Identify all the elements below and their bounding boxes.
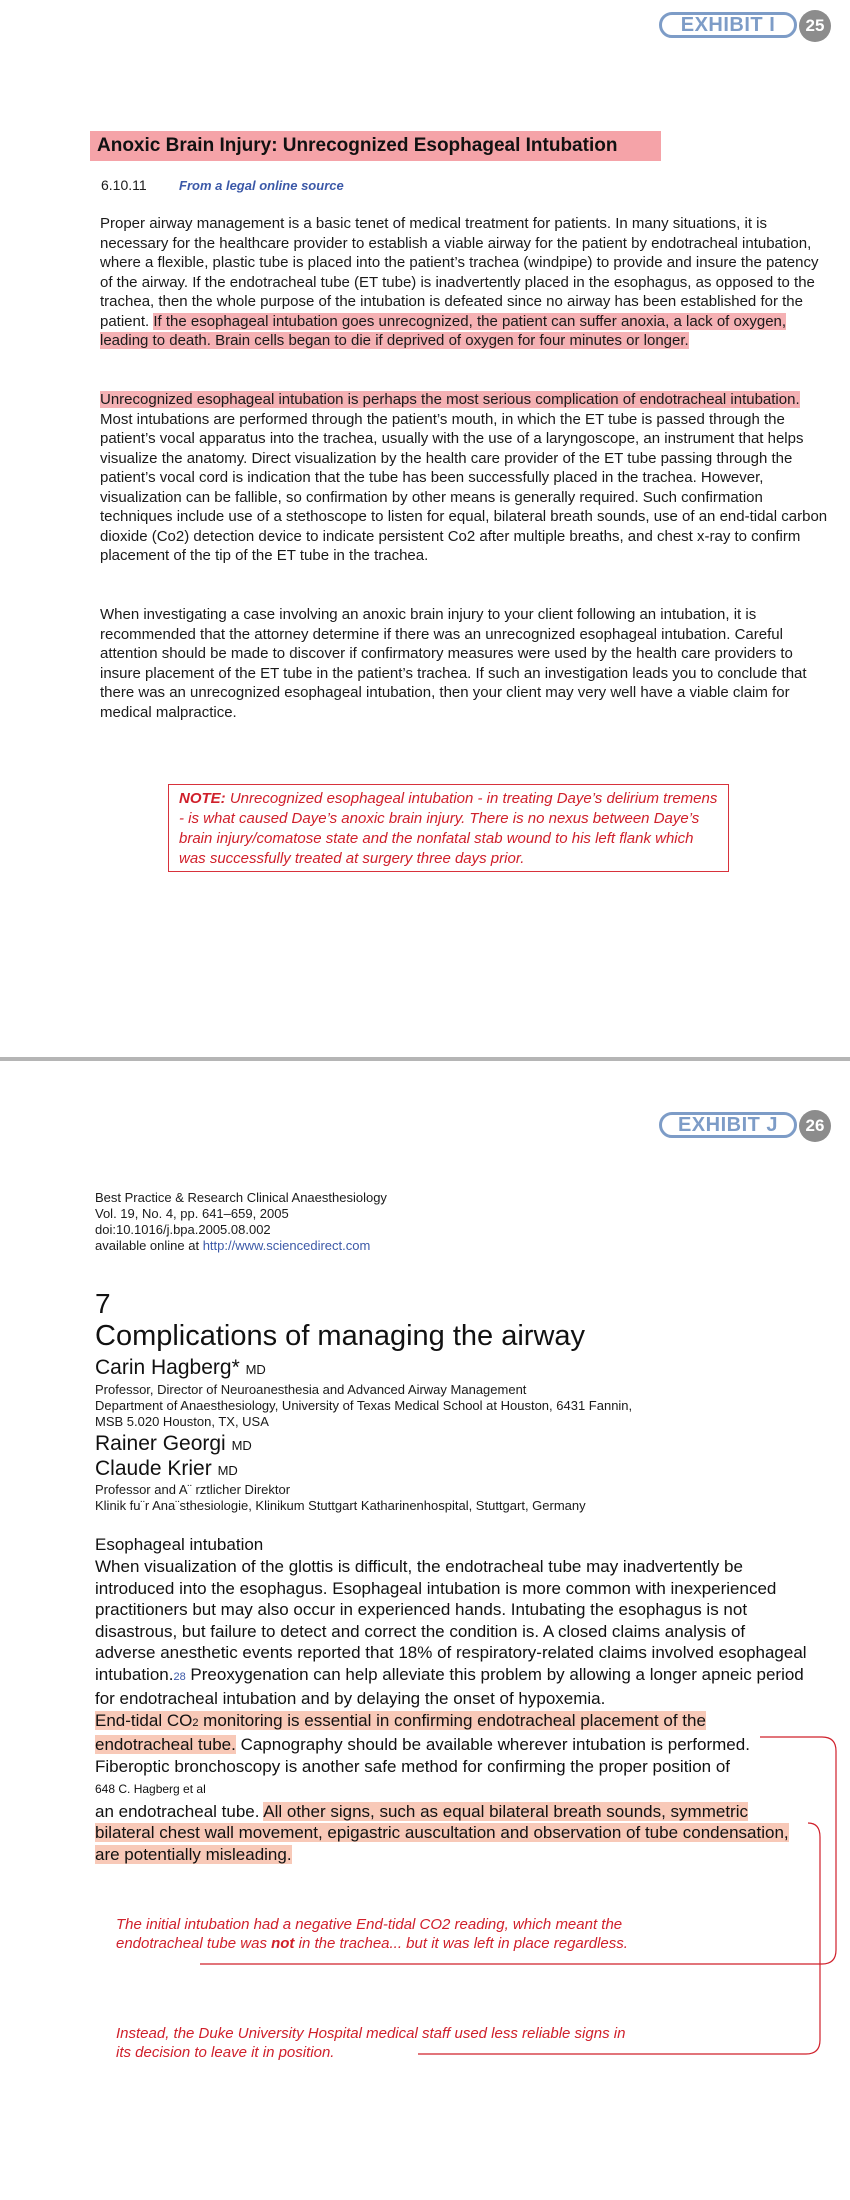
- article-paragraph-3: When investigating a case involving an anoxic brain injury to your client following an intubation, it is recommended that the attorney determine if there was an unrecognized esophageal intubation. Careful attention should be made to discover if confirmatory measures were used by the health care providers to insure placement of the ET tube in the patient’s trachea. If such an investigation leads you to conclude that there was an unrecognized esophageal intubation, then your client may very well have a viable claim for medical malpractice.: [100, 606, 807, 721]
- article-title: Anoxic Brain Injury: Unrecognized Esophageal Intubation: [90, 131, 661, 161]
- signs-bracket: [418, 1823, 820, 2054]
- sciencedirect-link[interactable]: http://www.sciencedirect.com: [202, 1238, 371, 1253]
- exhibit-page-number: 25: [799, 10, 831, 42]
- journal-volume: Vol. 19, No. 4, pp. 641–659, 2005: [95, 1206, 289, 1221]
- highlighted-text: If the esophageal intubation goes unrecognized, the patient can suffer anoxia, a lack of oxygen, leading to death. Brain cells began to die if deprived of oxygen for four minutes or longer.: [100, 312, 787, 349]
- article-source: From a legal online source: [179, 178, 344, 193]
- author-name: Claude Krier MD: [95, 1457, 238, 1480]
- journal-online: available online at http://www.sciencedirect.com: [95, 1238, 371, 1253]
- article-paragraph-2: Unrecognized esophageal intubation is perhaps the most serious complication of endotracheal intubation. Most intubations are performed through the patient’s mouth, in which the ET tube is passed through the patient’s vocal apparatus into the trachea, usually with the use of a laryngoscope, an instrument that helps visualize the anatomy. Direct visualization by the health care provider of the ET tube passing through the patient’s vocal cord is indication that the tube has been successfully placed in the trachea. However, visualization can be fallible, so confirmation by other means is generally required. Such confirmation techniques include use of a stethoscope to listen for equal, bilateral breath sounds, use of an end-tidal carbon dioxide (Co2) detection device to indicate persistent Co2 after multiple breaths, and chest x-ray to confirm placement of the tip of the ET tube in the trachea.: [100, 391, 828, 564]
- author-name: Rainer Georgi MD: [95, 1432, 252, 1455]
- note-label: NOTE:: [179, 790, 226, 807]
- exhibit-label: EXHIBIT J: [659, 1112, 797, 1138]
- reference-number[interactable]: 28: [173, 1670, 186, 1683]
- highlighted-text: All other signs, such as equal bilateral breath sounds, symmetric bilateral chest wall movement, epigastric auscultation and observation of tube condensation, are potentially misleading.: [95, 1801, 789, 1864]
- highlighted-text: Unrecognized esophageal intubation is perhaps the most serious complication of endotracheal intubation.: [100, 391, 800, 408]
- exhibit-page-number: 26: [799, 1110, 831, 1142]
- running-head: 648 C. Hagberg et al: [95, 1782, 206, 1796]
- annotation-etco2: The initial intubation had a negative End-tidal CO2 reading, which meant the endotracheal tube was not in the trachea... but it was left in place regardless.: [116, 1916, 628, 1952]
- etco2-bracket: [200, 1737, 836, 1964]
- author-affiliation: Professor, Director of Neuroanesthesia and Advanced Airway Management Department of Anaesthesiology, University of Texas Medical School at Houston, 6431 Fannin, MSB 5.020 Houston, TX, USA: [95, 1382, 633, 1429]
- article-paragraph-1: Proper airway management is a basic tenet of medical treatment for patients. In many situations, it is necessary for the healthcare provider to establish a viable airway for the patient by endotracheal intubation, where a flexible, plastic tube is placed into the patient’s trachea (windpipe) to provide and insure the patency of the airway. If the endotracheal tube (ET tube) is inadvertently placed in the esophagus, as opposed to the trachea, then the whole purpose of the intubation is defeated since no airway has been established for the patient. If the esophageal intubation goes unrecognized, the patient can suffer anoxia, a lack of oxygen, leading to death. Brain cells began to die if deprived of oxygen for four minutes or longer.: [100, 215, 819, 349]
- chapter-number: 7: [95, 1288, 111, 1319]
- exhibit-label: EXHIBIT I: [659, 12, 797, 38]
- section-heading: Esophageal intubation: [95, 1535, 264, 1554]
- chapter-title: Complications of managing the airway: [95, 1320, 586, 1352]
- annotation-signs: Instead, the Duke University Hospital medical staff used less reliable signs in its decision to leave it in position.: [116, 2025, 626, 2061]
- article-date: 6.10.11: [101, 177, 147, 193]
- author-affiliation: Professor and A¨ rztlicher Direktor Klinik fu¨r Ana¨sthesiologie, Klinikum Stuttgart Katharinenhospital, Stuttgart, Germany: [95, 1482, 586, 1513]
- note-text: Unrecognized esophageal intubation - in treating Daye’s delirium tremens - is what caused Daye’s anoxic brain injury. There is no nexus between Daye’s brain injury/comatose state and the nonfatal stab wound to his left flank which was successfully treated at surgery three days prior.: [179, 790, 718, 867]
- paper-body-paragraph: When visualization of the glottis is difficult, the endotracheal tube may inadvertently be introduced into the esophagus. Esophageal intubation is more common with inexperienced practitioners but may also occur in experienced hands. Intubating the esophagus is not disastrous, but failure to detect and correct the condition is. A closed claims analysis of adverse anesthetic events reported that 18% of respiratory-related claims involved esophageal intubation.28 Preoxygenation can help alleviate this problem by allowing a longer apneic period for endotracheal intubation and by delaying the onset of hypoxemia. End-tidal CO2 monitoring is essential in confirming endotracheal placement of the endotracheal tube. Capnography should be available wherever intubation is performed. Fiberoptic bronchoscopy is another safe method for confirming the proper position of 648 C. Hagberg et al an endotracheal tube. All other signs, such as equal bilateral breath sounds, symmetric bilateral chest wall movement, epigastric auscultation and observation of tube condensation, are potentially misleading.: [95, 1557, 807, 1864]
- journal-doi: doi:10.1016/j.bpa.2005.08.002: [95, 1222, 271, 1237]
- journal-name: Best Practice & Research Clinical Anaesthesiology: [95, 1190, 387, 1205]
- highlighted-text: End-tidal CO2 monitoring is essential in confirming endotracheal placement of the endotracheal tube.: [95, 1710, 706, 1754]
- author-name: Carin Hagberg* MD: [95, 1356, 266, 1379]
